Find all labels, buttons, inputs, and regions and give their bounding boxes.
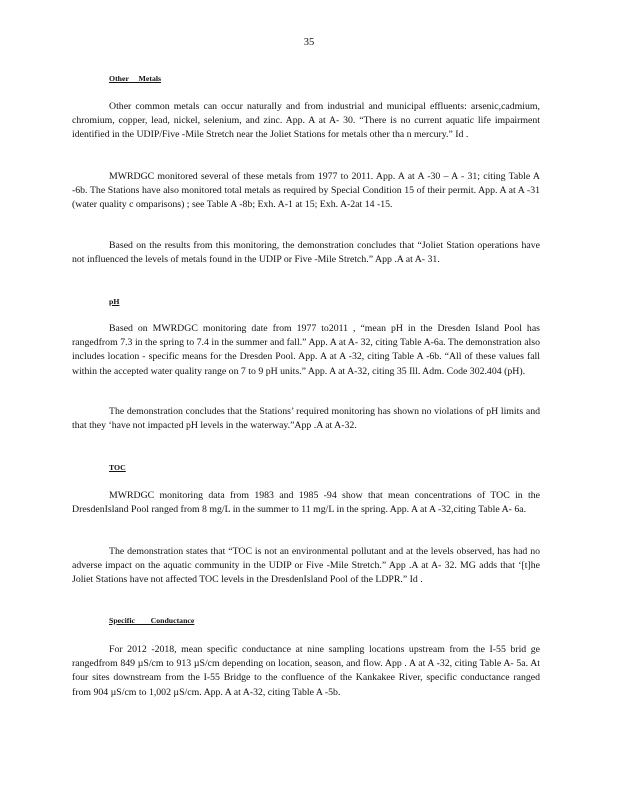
paragraph: MWRDGC monitored several of these metals from 1977 to 2011. App. A at A -30 – A - 31; citing Table A -6b. The Stations have also monitored total metals as required by Special Condition 15 of their permit. App. A at A -31 (water quality c omparisons) ; see Table A -8b; Exh. A-1 at 15; Exh. A-2at 14 -15. bbox=[72, 171, 540, 211]
paragraph: Based on MWRDGC monitoring date from 1977 to2011 , “mean pH in the Dresden Island Pool has rangedfrom 7.3 in the spring to 7.4 in the summer and fall.” App. A at A- 32, citing Table A-6a. The demonstration also includes location - specific means for the Dresden Pool. App. A at A -32, citing Table A -6b. “All of these values fall within the accepted water quality range on 7 to 9 pH units.” App. A at A-32, citing 35 Ill. Adm. Code 302.404 (pH). bbox=[72, 323, 540, 377]
page-number: 35 bbox=[303, 37, 315, 48]
paragraph: For 2012 -2018, mean specific conductance at nine sampling locations upstream from the I-55 brid ge rangedfrom 849 µS/cm to 913 µS/cm depending on location, season, and flow. App . A at A -32, citing Table A- 5a. At four sites downstream from the I-55 Bridge to the confluence of the Kankakee River, specific conductance ranged from 904 µS/cm to 1,002 µS/cm. App. A at A-32, citing Table A -5b. bbox=[72, 644, 540, 698]
heading-other-metals: Other Metals bbox=[109, 74, 162, 83]
heading-specific-conductance: Specific Conductance bbox=[109, 616, 195, 625]
paragraph: The demonstration states that “TOC is not an environmental pollutant and at the levels observed, has had no adverse impact on the aquatic community in the UDIP or Five -Mile Stretch.” App .A at A- 32. MG adds that ‘[t]he Joliet Stations have not affected TOC levels in the DresdenIsland Pool of the LDPR.” Id . bbox=[72, 546, 540, 586]
heading-ph: pH bbox=[109, 297, 120, 306]
paragraph: Based on the results from this monitoring, the demonstration concludes that “Joliet Station operations have not influenced the levels of metals found in the UDIP or Five -Mile Stretch.” App .A at A- 31. bbox=[72, 240, 540, 266]
heading-toc: TOC bbox=[109, 463, 126, 472]
paragraph: Other common metals can occur naturally and from industrial and municipal effluents: arsenic,cadmium, chromium, copper, lead, nickel, selenium, and zinc. App. A at A- 30. “There is no current aquatic life impairment identified in the UDIP/Five -Mile Stretch near the Joliet Stations for metals other tha n mercury.” Id . bbox=[72, 101, 540, 141]
paragraph: The demonstration concludes that the Stations’ required monitoring has shown no violations of pH limits and that they ‘have not impacted pH levels in the waterway.”App .A at A-32. bbox=[72, 406, 540, 432]
paragraph: MWRDGC monitoring data from 1983 and 1985 -94 show that mean concentrations of TOC in the DresdenIsland Pool ranged from 8 mg/L in the summer to 11 mg/L in the spring. App. A at A -32,citing Table A- 6a. bbox=[72, 490, 540, 516]
